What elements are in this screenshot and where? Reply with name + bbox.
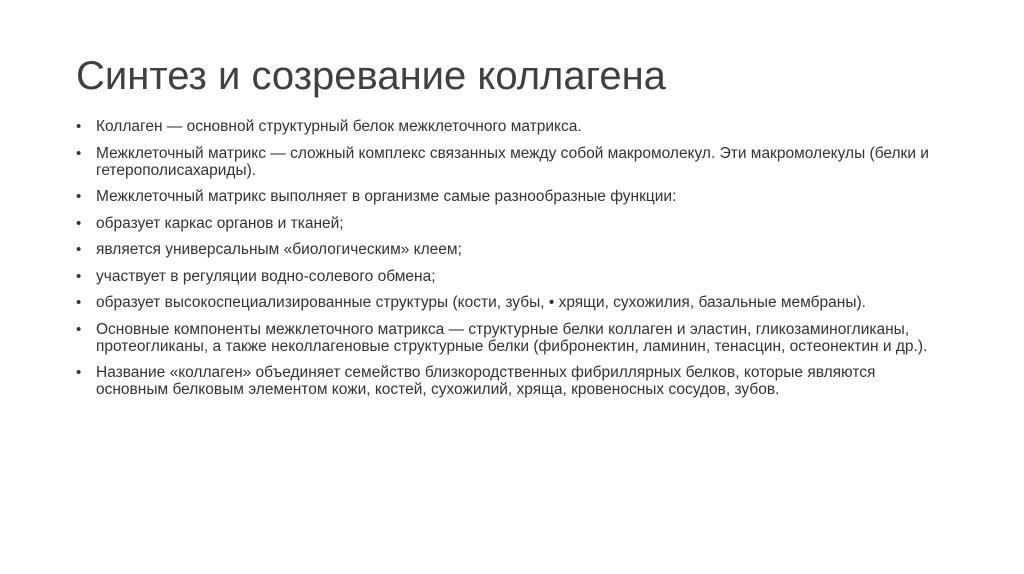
- bullet-icon: •: [76, 294, 82, 311]
- bullet-item: [76, 145, 936, 179]
- bullet-icon: •: [76, 188, 82, 205]
- bullet-text: образует каркас органов и тканей;: [96, 214, 344, 232]
- bullet-icon: •: [76, 118, 82, 135]
- bullet-icon: •: [76, 241, 82, 258]
- bullet-icon: •: [76, 214, 82, 232]
- bullet-text: образует высокоспециализированные структуры (кости, зубы, • хрящи, сухожилия, базальные мембраны).: [96, 294, 866, 311]
- bullet-item: [76, 215, 936, 232]
- bullet-item: [76, 241, 936, 258]
- bullet-text: Коллаген — основной структурный белок межклеточного матрикса.: [96, 118, 582, 135]
- bullet-item: [76, 364, 936, 398]
- bullet-text: участвует в регуляции водно-солевого обмена;: [96, 267, 436, 285]
- bullet-icon: •: [76, 320, 82, 338]
- bullet-text: Межклеточный матрикс — сложный комплекс связанных между собой макромолекул. Эти макромолекулы (белки и гетерополисахариды).: [96, 144, 929, 179]
- bullet-list: [76, 118, 936, 408]
- bullet-icon: •: [76, 364, 82, 381]
- bullet-item: [76, 118, 936, 135]
- bullet-text: является универсальным «биологическим» клеем;: [96, 241, 462, 258]
- bullet-item: [76, 188, 936, 205]
- bullet-text: Основные компоненты межклеточного матрикса — структурные белки коллаген и эластин, гликозаминогликаны, протеогликаны, а также неколлагеновые структурные белки (фибронектин, ламинин, тенасцин, остеонектин и др.).: [96, 320, 928, 355]
- bullet-icon: •: [76, 267, 82, 285]
- bullet-item: [76, 321, 936, 355]
- bullet-icon: •: [76, 144, 82, 162]
- bullet-item: [76, 268, 936, 285]
- bullet-item: [76, 294, 936, 311]
- slide-title: Синтез и созревание коллагена: [76, 54, 666, 98]
- bullet-text: Название «коллаген» объединяет семейство близкородственных фибриллярных белков, которые являются основным белковым элементом кожи, костей, сухожилий, хряща, кровеносных сосудов, зубов.: [96, 364, 876, 398]
- bullet-text: Межклеточный матрикс выполняет в организме самые разнообразные функции:: [96, 188, 677, 205]
